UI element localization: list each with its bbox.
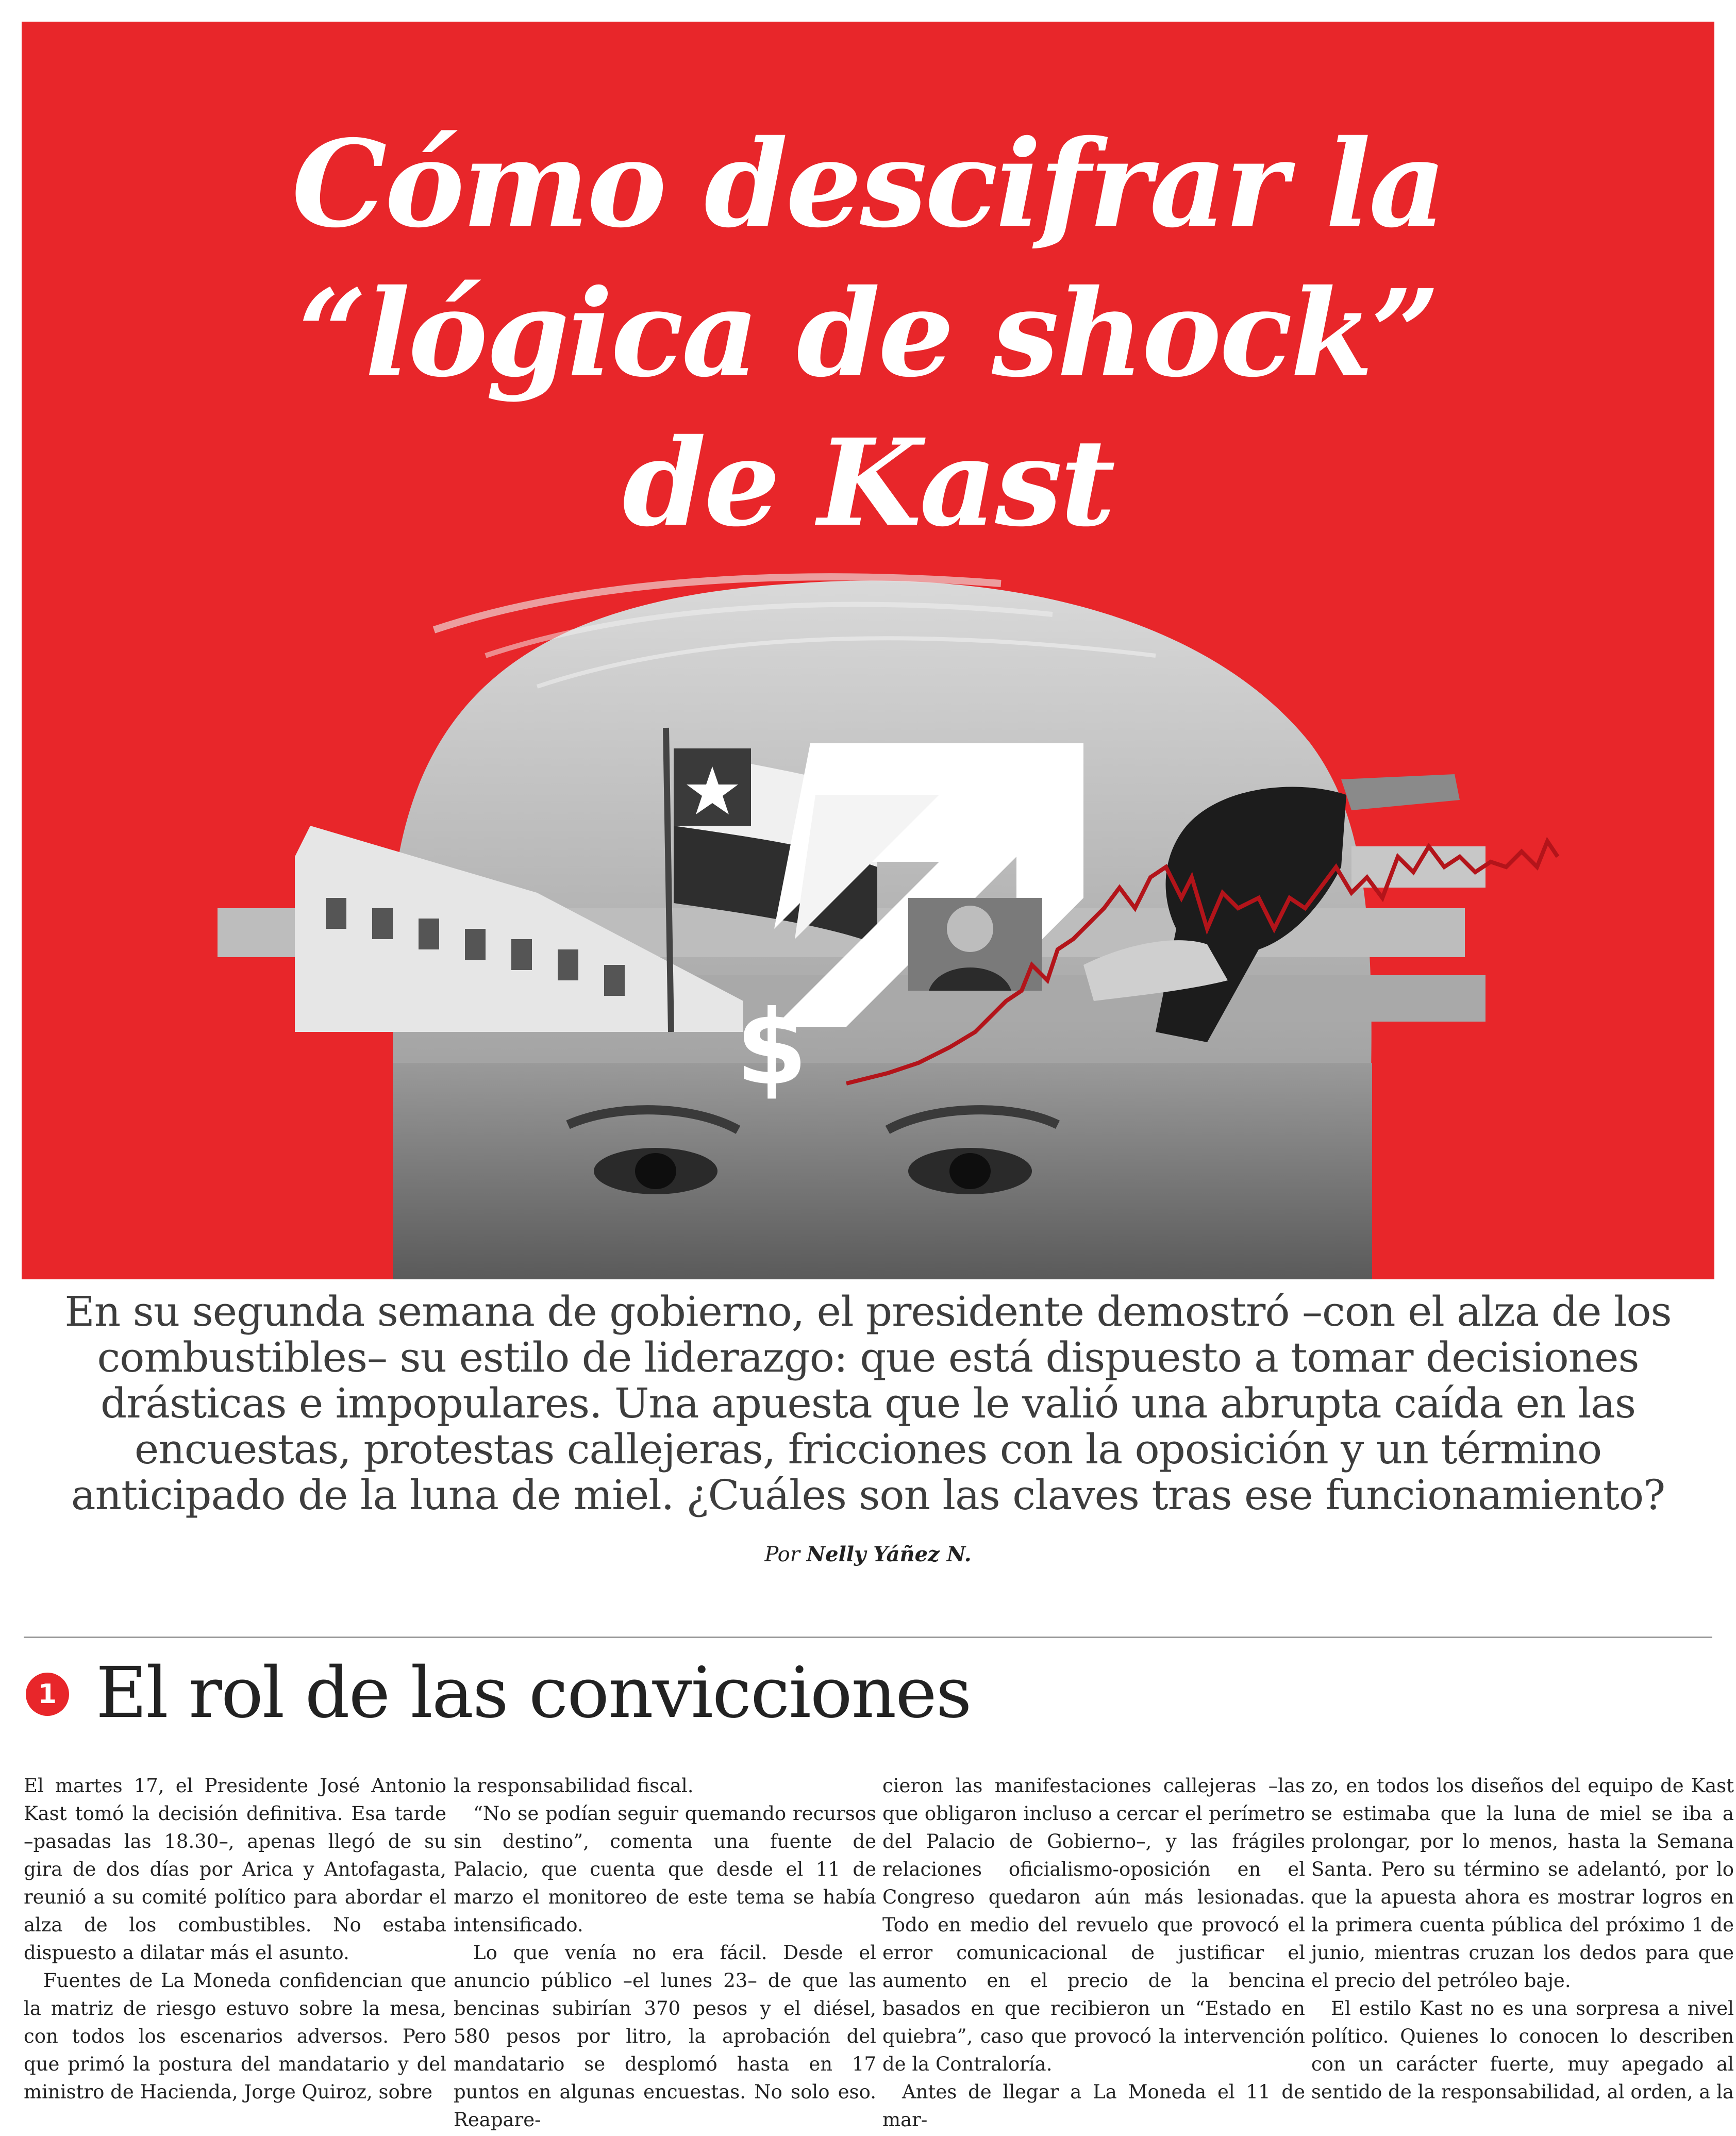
byline-prefix: Por — [764, 1543, 800, 1566]
section-header — [24, 1649, 1712, 1732]
paragraph: cieron las manifestaciones callejeras –las que obligaron incluso a cercar el perímetro del Palacio de Gobierno–, y las frágiles relaciones oficialismo-oposición en el Congreso quedaron aún más lesionadas. Todo en medio del revuelo que provocó el error comunicacional de justificar el aumento en el precio de la bencina basados en que recibieron un “Estado en quiebra”, caso que provocó la intervención de la Contraloría. — [882, 1775, 1305, 2075]
body-column-1 — [24, 1772, 446, 2106]
minister-photo — [908, 898, 1042, 991]
byline — [0, 1542, 1736, 1566]
headline-line-1: Cómo descifrar la — [291, 113, 1445, 254]
photo-collage — [22, 22, 1714, 1279]
body-column-4 — [1311, 1772, 1734, 2106]
body-column-3 — [882, 1772, 1305, 2134]
paragraph: El martes 17, el Presidente José Antonio Kast tomó la decisión definitiva. Esa tarde –pasadas las 18.30–, apenas llegó de su gira de dos días por Arica y Antofagasta, reunió a su comité político para abordar el alza de los combustibles. No estaba dispuesto a dilatar más el asunto. — [24, 1775, 446, 1964]
hero-banner — [22, 22, 1714, 1279]
section-divider — [24, 1637, 1712, 1638]
paragraph: la responsabilidad fiscal. — [454, 1775, 694, 1797]
dollar-sign-icon: $ — [736, 988, 808, 1108]
section-title: El rol de las convicciones — [96, 1653, 971, 1734]
paragraph: Lo que venía no era fácil. Desde el anuncio público –el lunes 23– de que las bencinas subirían 370 pesos y el diésel, 580 pesos por litro, la aprobación del mandatario se desplomó hasta en 17 puntos en algunas encuestas. No solo eso. Reapare- — [454, 1942, 876, 2131]
byline-author: Nelly Yáñez N. — [806, 1542, 972, 1566]
headline-line-2: “lógica de shock” — [298, 263, 1438, 404]
headline-line-3: de Kast — [622, 412, 1114, 553]
section-number-badge: 1 — [26, 1673, 69, 1716]
body-column-2 — [454, 1772, 876, 2134]
paragraph: zo, en todos los diseños del equipo de Kast se estimaba que la luna de miel se iba a prolongar, por lo menos, hasta la Semana Santa. Pero su término se adelantó, por lo que la apuesta ahora es mostrar logros en la primera cuenta pública del próximo 1 de junio, mientras cruzan los dedos para que el precio del petróleo baje. — [1311, 1775, 1734, 1992]
paragraph: Fuentes de La Moneda confidencian que la matriz de riesgo estuvo sobre la mesa, con todos los escenarios adversos. Pero que primó la postura del mandatario y del ministro de Hacienda, Jorge Quiroz, sobre — [24, 1970, 446, 2103]
paragraph: El estilo Kast no es una sorpresa a nivel político. Quienes lo conocen lo describen con un carácter fuerte, muy apegado al sentido de la responsabilidad, al orden, a la — [1311, 1997, 1734, 2103]
paragraph: “No se podían seguir quemando recursos sin destino”, comenta una fuente de Palacio, que cuenta que desde el 11 de marzo el monitoreo de este tema se había intensificado. — [454, 1803, 876, 1936]
paragraph: Antes de llegar a La Moneda el 11 de mar- — [882, 2081, 1305, 2131]
article-deck: En su segunda semana de gobierno, el presidente demostró –con el alza de los combustibles– su estilo de liderazgo: que está dispuesto a tomar decisiones drásticas e impopulares. Una apuesta que le valió una abrupta caída en las encuestas, protestas callejeras, fricciones con la oposición y un término anticipado de la luna de miel. ¿Cuáles son las claves tras ese funcionamiento? — [64, 1288, 1672, 1519]
